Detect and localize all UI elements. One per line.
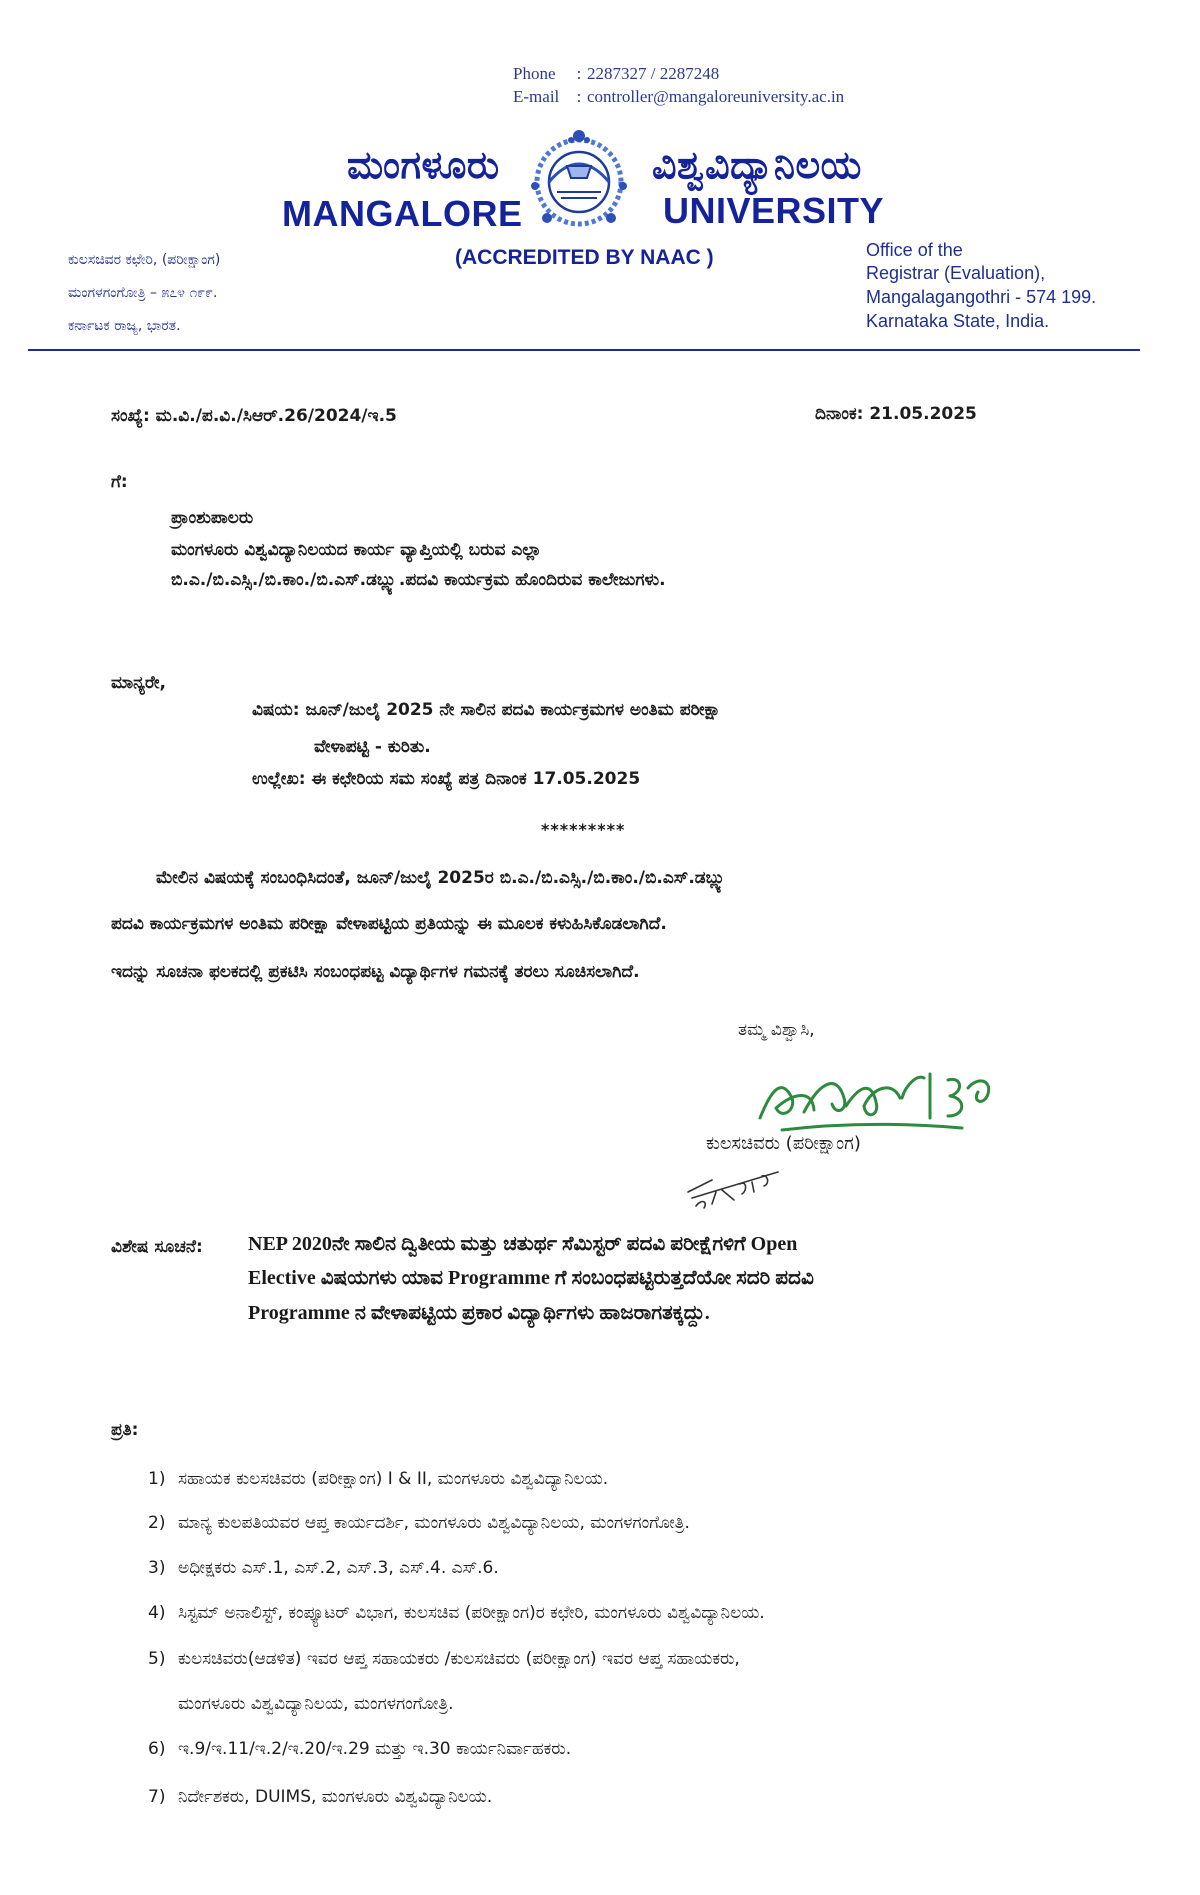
copy-item: 5) ಕುಲಸಚಿವರು(ಆಡಳಿತ) ಇವರ ಆಪ್ತ ಸಹಾಯಕರು /ಕುಲಸಚಿವರು (ಪರೀಕ್ಷಾಂಗ) ಇವರ ಆಪ್ತ ಸಹಾಯಕರು, bbox=[148, 1649, 740, 1669]
body-line-3: ಇದನ್ನು ಸೂಚನಾ ಫಲಕದಲ್ಲಿ ಪ್ರಕಟಿಸಿ ಸಂಬಂಧಪಟ್ಟ ವಿದ್ಯಾರ್ಥಿಗಳ ಗಮನಕ್ಕೆ ತರಲು ಸೂಚಿಸಲಾಗಿದೆ. bbox=[111, 962, 640, 982]
accreditation-text: (ACCREDITED BY NAAC ) bbox=[455, 246, 714, 269]
signatory-title: ಕುಲಸಚಿವರು (ಪರೀಕ್ಷಾಂಗ) bbox=[706, 1133, 861, 1154]
copy-item: 4) ಸಿಸ್ಟಮ್ ಅನಾಲಿಸ್ಟ್, ಕಂಪ್ಯೂಟರ್ ವಿಭಾಗ, ಕುಲಸಚಿವ (ಪರೀಕ್ಷಾಂಗ)ರ ಕಛೇರಿ, ಮಂಗಳೂರು ವಿಶ್ವವಿದ್ಯಾನಿಲಯ. bbox=[148, 1603, 765, 1623]
special-note-line-2: Elective ವಿಷಯಗಳು ಯಾವ Programme ಗೆ ಸಂಬಂಧಪಟ್ಟಿರುತ್ತದೆಯೋ ಸದರಿ ಪದವಿ bbox=[248, 1267, 814, 1289]
phone-line: Phone : 2287327 / 2287248 bbox=[513, 64, 720, 83]
university-name-english-right: UNIVERSITY bbox=[663, 190, 885, 231]
university-emblem-logo bbox=[527, 126, 631, 236]
subject-line-1: ವಿಷಯ: ಜೂನ್/ಜುಲೈ 2025 ನೇ ಸಾಲಿನ ಪದವಿ ಕಾರ್ಯಕ್ರಮಗಳ ಅಂತಿಮ ಪರೀಕ್ಷಾ bbox=[252, 700, 721, 720]
email-value: controller@mangaloreuniversity.ac.in bbox=[587, 87, 845, 106]
office-english-line-3: Mangalagangothri - 574 199. bbox=[866, 287, 1097, 307]
header-divider bbox=[28, 349, 1140, 351]
office-kannada-line-3: ಕರ್ನಾಟಕ ರಾಜ್ಯ, ಭಾರತ. bbox=[68, 318, 181, 334]
email-line: E-mail : controller@mangaloreuniversity.ac.in bbox=[513, 87, 845, 106]
copy-item: 1) ಸಹಾಯಕ ಕುಲಸಚಿವರು (ಪರೀಕ್ಷಾಂಗ) I & II, ಮಂಗಳೂರು ವಿಶ್ವವಿದ್ಯಾನಿಲಯ. bbox=[148, 1469, 609, 1489]
email-label: E-mail bbox=[513, 87, 560, 106]
salutation: ಮಾನ್ಯರೇ, bbox=[111, 673, 166, 693]
closing: ತಮ್ಮ ವಿಶ್ವಾಸಿ, bbox=[738, 1020, 815, 1040]
body-line-1: ಮೇಲಿನ ವಿಷಯಕ್ಕೆ ಸಂಬಂಧಿಸಿದಂತೆ, ಜೂನ್/ಜುಲೈ 2025ರ ಬಿ.ಎ./ಬಿ.ಎಸ್ಸಿ./ಬಿ.ಕಾಂ./ಬಿ.ಎಸ್.ಡಬ್ಲ್ಯು bbox=[156, 868, 728, 888]
to-label: ಗೆ: bbox=[111, 472, 128, 492]
copy-item: 7) ನಿರ್ದೇಶಕರು, DUIMS, ಮಂಗಳೂರು ವಿಶ್ವವಿದ್ಯಾನಿಲಯ. bbox=[148, 1787, 493, 1807]
office-english-line-2: Registrar (Evaluation), bbox=[866, 263, 1046, 283]
copy-item: 2) ಮಾನ್ಯ ಕುಲಪತಿಯವರ ಆಪ್ತ ಕಾರ್ಯದರ್ಶಿ, ಮಂಗಳೂರು ವಿಶ್ವವಿದ್ಯಾನಿಲಯ, ಮಂಗಳಗಂಗೋತ್ರಿ. bbox=[148, 1513, 690, 1533]
phone-value: 2287327 / 2287248 bbox=[587, 64, 720, 83]
university-name-kannada-left: ಮಂಗಳೂರು bbox=[347, 143, 500, 187]
phone-label: Phone bbox=[513, 64, 556, 83]
university-name-kannada-right: ವಿಶ್ವವಿದ್ಯಾನಿಲಯ bbox=[652, 143, 862, 187]
office-english-line-4: Karnataka State, India. bbox=[866, 311, 1050, 331]
university-name-english-left: MANGALORE bbox=[282, 193, 523, 234]
addressee-line-2: ಮಂಗಳೂರು ವಿಶ್ವವಿದ್ಯಾನಿಲಯದ ಕಾರ್ಯ ವ್ಯಾಪ್ತಿಯಲ್ಲಿ ಬರುವ ಎಲ್ಲಾ bbox=[171, 540, 542, 560]
reference-line: ಉಲ್ಲೇಖ: ಈ ಕಛೇರಿಯ ಸಮ ಸಂಖ್ಯೆ ಪತ್ರ ದಿನಾಂಕ 17.05.2025 bbox=[252, 769, 641, 789]
special-note-label: ವಿಶೇಷ ಸೂಚನೆ: bbox=[111, 1237, 203, 1257]
addressee-line-1: ಪ್ರಾಂಶುಪಾಲರು bbox=[171, 508, 254, 528]
addressee-line-3: ಬಿ.ಎ./ಬಿ.ಎಸ್ಸಿ./ಬಿ.ಕಾಂ./ಬಿ.ಎಸ್.ಡಬ್ಲ್ಯು.ಪದವಿ ಕಾರ್ಯಕ್ರಮ ಹೊಂದಿರುವ ಕಾಲೇಜುಗಳು. bbox=[171, 570, 666, 590]
copy-item: 3) ಅಧೀಕ್ಷಕರು ಎಸ್.1, ಎಸ್.2, ಎಸ್.3, ಎಸ್.4. ಎಸ್.6. bbox=[148, 1558, 499, 1578]
copy-item: ಮಂಗಳೂರು ವಿಶ್ವವಿದ್ಯಾನಿಲಯ, ಮಂಗಳಗಂಗೋತ್ರಿ. bbox=[178, 1694, 454, 1714]
special-note-line-3: Programme ನ ವೇಳಾಪಟ್ಟಿಯ ಪ್ರಕಾರ ವಿದ್ಯಾರ್ಥಿಗಳು ಹಾಜರಾಗತಕ್ಕದ್ದು. bbox=[248, 1302, 710, 1324]
office-english-line-1: Office of the bbox=[866, 240, 963, 260]
reference-number: ಸಂಖ್ಯೆ: ಮ.ವಿ./ಪ.ವಿ./ಸಿಆರ್.26/2024/ಇ.5 bbox=[111, 406, 397, 426]
office-kannada-line-2: ಮಂಗಳಗಂಗೋತ್ರಿ – ೫೭೪ ೧೯೯. bbox=[68, 285, 218, 301]
copy-item: 6) ಇ.9/ಇ.11/ಇ.2/ಇ.20/ಇ.29 ಮತ್ತು ಇ.30 ಕಾರ್ಯನಿರ್ವಾಹಕರು. bbox=[148, 1739, 572, 1759]
copy-to-label: ಪ್ರತಿ: bbox=[111, 1420, 139, 1440]
initial-date-mark bbox=[682, 1162, 782, 1212]
body-line-2: ಪದವಿ ಕಾರ್ಯಕ್ರಮಗಳ ಅಂತಿಮ ಪರೀಕ್ಷಾ ವೇಳಾಪಟ್ಟಿಯ ಪ್ರತಿಯನ್ನು ಈ ಮೂಲಕ ಕಳುಹಿಸಿಕೊಡಲಾಗಿದೆ. bbox=[111, 914, 667, 934]
subject-line-2: ವೇಳಾಪಟ್ಟಿ - ಕುರಿತು. bbox=[314, 737, 431, 757]
office-kannada-line-1: ಕುಲಸಚಿವರ ಕಛೇರಿ, (ಪರೀಕ್ಷಾಂಗ) bbox=[68, 252, 221, 268]
letter-date: ದಿನಾಂಕ: 21.05.2025 bbox=[815, 404, 977, 424]
special-note-line-1: NEP 2020ನೇ ಸಾಲಿನ ದ್ವಿತೀಯ ಮತ್ತು ಚತುರ್ಥ ಸೆಮಿಸ್ಟರ್ ಪದವಿ ಪರೀಕ್ಷೆಗಳಿಗೆ Open bbox=[248, 1233, 798, 1255]
separator-stars: ********* bbox=[541, 820, 626, 839]
